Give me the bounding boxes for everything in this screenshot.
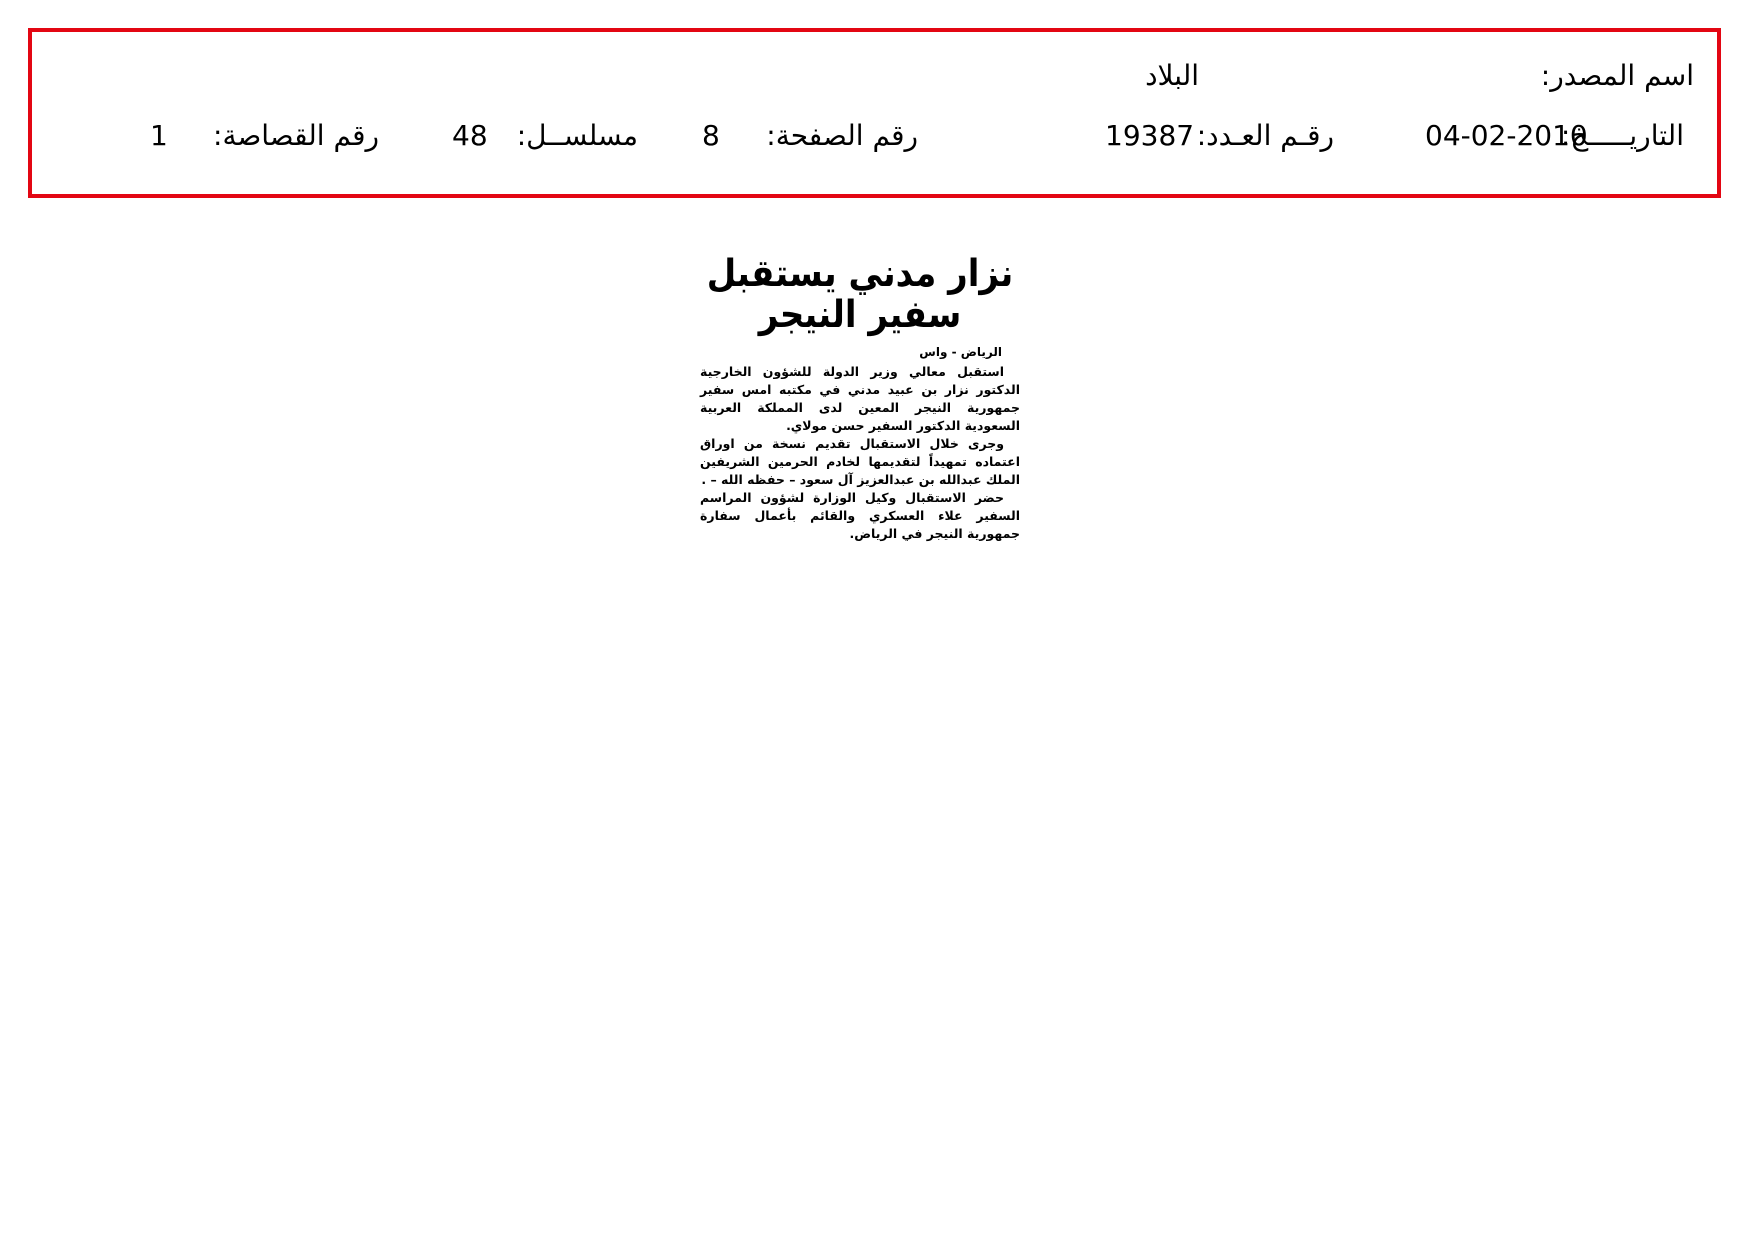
page-value: 8 <box>702 119 720 152</box>
date-value: 04-02-2010 <box>1425 119 1588 152</box>
source-value: البلاد <box>1145 59 1199 92</box>
clipping-dateline: الرياض - واس <box>919 344 1002 359</box>
clipping-body <box>700 363 1020 543</box>
newspaper-clipping <box>700 252 1020 541</box>
date-label: التاريـــــخ: <box>1560 119 1684 152</box>
clipping-paragraph: وجرى خلال الاستقبال تقديم نسخة من اوراق اعتماده تمهيداً لتقديمها لخادم الحرمين الشريفين الملك عبدالله بن عبدالعزيز آل سعود – حفظه الله – . <box>700 435 1020 487</box>
clipping-label: رقم القصاصة: <box>213 119 379 152</box>
issue-value: 19387 <box>1105 119 1195 152</box>
serial-label: مسلســل: <box>516 119 638 152</box>
page-label: رقم الصفحة: <box>766 119 918 152</box>
clipping-headline: نزار مدني يستقبل سفير النيجر <box>706 252 1014 338</box>
source-label: اسم المصدر: <box>1540 59 1694 92</box>
clipping-value: 1 <box>150 119 168 152</box>
clipping-paragraph: استقبل معالي وزير الدولة للشؤون الخارجية الدكتور نزار بن عبيد مدني في مكتبه امس سفير جمهورية النيجر المعين لدى المملكة العربية السعودية الدكتور السفير حسن مولاي. <box>700 363 1020 433</box>
metadata-header-box <box>28 28 1721 198</box>
serial-value: 48 <box>452 119 488 152</box>
issue-label: رقـم العـدد: <box>1196 119 1334 152</box>
clipping-paragraph: حضر الاستقبال وكيل الوزارة لشؤون المراسم السفير علاء العسكري والقائم بأعمال سفارة جمهورية النيجر في الرياض. <box>700 489 1020 541</box>
